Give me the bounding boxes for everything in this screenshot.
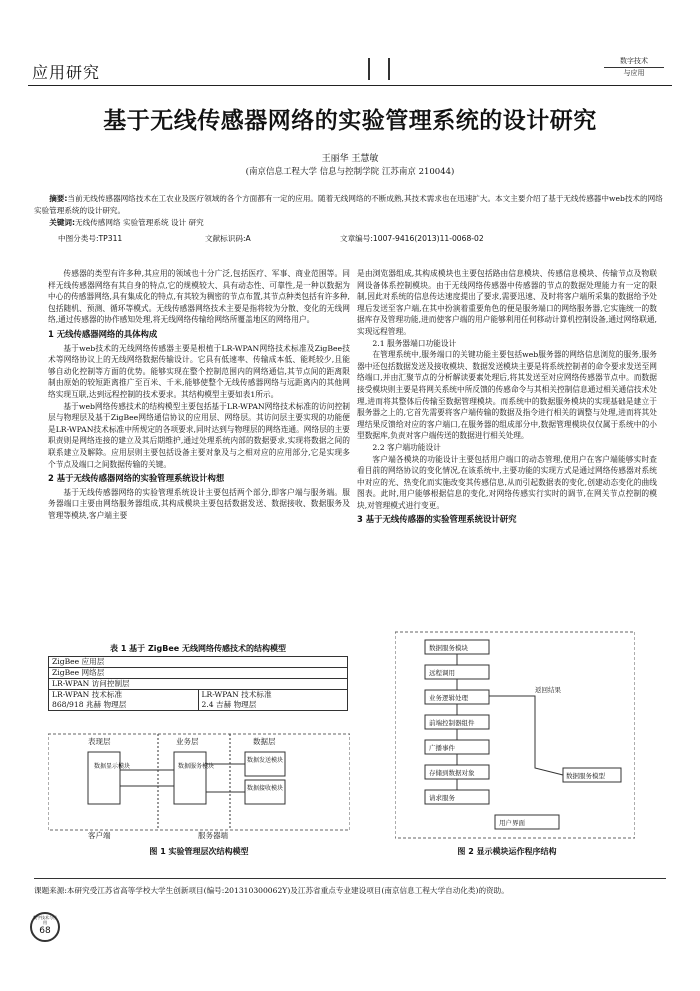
- abstract-text: [34, 193, 666, 217]
- header-divider-bars: [368, 58, 390, 80]
- footnote: 课题来源:本研究受江苏省高等学校大学生创新项目(编号:201310300062Y)及江苏省重点专业建设项目(南京信息工程大学自动化类)的资助。: [34, 878, 666, 897]
- fig1-display-box: [88, 752, 120, 804]
- fig1-label-server: 服务器端: [198, 831, 228, 840]
- logo-line2: 与应用: [623, 69, 645, 77]
- section-heading-1: 1 无线传感器网络的具体构成: [48, 328, 158, 339]
- table-cell: LR-WPAN 访问控制层: [49, 679, 348, 690]
- fig2-loop-label: 返回结果: [535, 686, 561, 694]
- article-number: 文章编号:1007-9416(2013)11-0068-02: [340, 234, 484, 243]
- table-cell: [198, 690, 348, 711]
- figure1-caption: 图 1 实验管理层次结构模型: [149, 847, 249, 856]
- cell-line: 2.4 吉赫 物理层: [201, 700, 257, 709]
- fig2-frame: [395, 632, 635, 838]
- section-heading-3: 3 基于无线传感器的实验管理系统设计研究: [357, 514, 517, 525]
- fig1-label-data: 数据层: [253, 737, 276, 746]
- table-cell: ZigBee 网络层: [49, 668, 348, 679]
- fig2-step-label: 数据服务模块: [429, 644, 468, 652]
- fig1-label-business: 业务层: [176, 737, 199, 746]
- paragraph: 传感器的类型有许多种,其应用的领域也十分广泛,包括医疗、军事、商业范围等。同样无线传感器网络有其自身的特点,它的规模较大、具有动态性、可靠性,是一种以数据为中心的传感器网络,具有集成化的特点,有其较为稠密的节点布置,其节点种类包括有许多种,包括随机、预测、循环等模式。无线传感器网络技术主要是指将较为分散、变化的无线网络,通过传感器的协作感知处理,将无线网络传输给网络所覆盖地区的网络用户。: [48, 269, 350, 325]
- paragraph: 是由浏览器组成,其构成模块也主要包括路由信息模块、传感信息模块、传输节点及物联网设备体系控制模块。由于无线网络传感器中传感器的节点的数据处理能力有一定的限制,因此对系统的信息传达速度提出了要求,需要迅速、及时将客户端所采集的数据给予处理后发送至客户端,在其中扮演着重要角色的便是服务端口的网络服务器,它实施统一的数据库存及管理功能,进而使客户端的用户能够利用任何移动计算机控制设备,通过网络联通,实现远程管理。: [357, 269, 657, 336]
- keywords: [34, 217, 666, 229]
- keywords-label: 关键词:: [49, 218, 76, 227]
- paper-title: 基于无线传感器网络的实验管理系统的设计研究: [103, 107, 597, 134]
- fig1-recv-box: [245, 780, 285, 804]
- section-title: 应用研究: [32, 63, 101, 82]
- fig2-return-line: [489, 696, 563, 775]
- journal-logo: [604, 56, 664, 82]
- fig2-step-label: 前端控制器组件: [429, 719, 475, 727]
- subheading-2-1: 2.1 服务器端口功能设计: [372, 338, 457, 348]
- paragraph: 基于web网络传感技术的结构模型主要包括基于LR-WPAN网络技术标准的访问控制层与物理层及基于ZigBee网络通信协议的应用层、网络层。其访问层主要实现的功能便是LR-WPAN技术标准中所规定的各项要求,同时达到与物理层的网络连通。网络层的主要职责则是网络连接的建立及其后期维护,通过处理系统内部的数据要求,实现将数据之间的联系建立及解除。应用层则主要包括设备主要对象及与之相对应的应用部分,它是实现多个节点及端口之间数据传输的关键。: [48, 401, 350, 469]
- page-header: [28, 56, 672, 86]
- abstract: [34, 193, 666, 229]
- clc-code: 中图分类号:TP311: [58, 234, 123, 243]
- section-heading-2: 2 基于无线传感器网络的实验管理系统设计构想: [48, 473, 225, 484]
- affiliation: (南京信息工程大学 信息与控制学院 江苏南京 210044): [245, 167, 455, 177]
- authors: 王丽华 王慧敏: [321, 154, 379, 164]
- figure2-diagram: [395, 628, 635, 840]
- fig1-display-module: 数据显示模块: [94, 763, 131, 770]
- fig1-send-module: 数据发送模块: [247, 757, 284, 764]
- paragraph: 基于无线传感器网络的实验管理系统设计主要包括两个部分,即客户端与服务端。服务器端口主要由网络服务器组成,其构成模块主要包括数据发送、数据接收、数据服务及管理等模块,客户端主要: [48, 487, 350, 520]
- cell-line: LR-WPAN 技术标准: [201, 690, 272, 699]
- table-row: [49, 657, 348, 668]
- fig2-step-label: 请求服务: [429, 794, 455, 802]
- table-row: [49, 668, 348, 679]
- subheading-2-2: 2.2 客户端功能设计: [372, 442, 441, 452]
- paragraph: 基于web技术的无线网络传感器主要是根植于LR-WPAN网络技术标准及ZigBee技术等网络协议上的无线网络数据传输设计。它具有低速率、传输成本低、能耗较少,且能够自动化控制等方面的优势。能够实现在整个控制范围内的网络通信,其节点间的距离限制由原始的较短距离推广至百米、千米,能够使整个无线传感器网络与远距离内的其他网络实现互联,达到远程控制的技术要求。其结构模型主要如表1所示。: [48, 343, 350, 399]
- figure2-caption: 图 2 显示模块运作程序结构: [457, 847, 557, 856]
- figure1-diagram: [48, 730, 350, 840]
- left-column: [48, 268, 350, 521]
- fig1-service-box: [174, 752, 206, 804]
- fig2-step-label: 业务逻辑处理: [429, 694, 468, 702]
- abstract-body: 当前无线传感器网络技术在工农业及医疗领域的各个方面都有一定的应用。随着无线网络的不断成熟,其技术需求也在迅速扩大。本文主要介绍了基于无线传感器中web技术的网络实验管理系统的设计研究。: [34, 194, 663, 215]
- table-row: [49, 679, 348, 690]
- keywords-body: 无线传感网络 实验管理系统 设计 研究: [75, 218, 204, 227]
- table-row: [49, 690, 348, 711]
- badge-arc-text: 数字技术与应用: [33, 915, 57, 925]
- fig1-label-presentation: 表现层: [88, 737, 111, 746]
- fig2-step-label: 存储到数据对象: [429, 769, 475, 777]
- cell-line: LR-WPAN 技术标准: [52, 690, 123, 699]
- cell-line: 868/918 兆赫 物理层: [52, 700, 127, 709]
- fig1-recv-module: 数据接收模块: [247, 785, 284, 792]
- fig1-send-box: [245, 752, 285, 776]
- fig2-model-label: 数据服务模型: [566, 772, 605, 780]
- right-column: [357, 268, 657, 528]
- page-number: 68: [39, 926, 51, 936]
- document-code: 文献标识码:A: [205, 234, 251, 243]
- table-cell: [49, 690, 199, 711]
- logo-line1: 数字技术: [604, 56, 664, 68]
- paragraph: 客户端各模块的功能设计主要包括用户端口的动态管理,使用户在客户端能够实时查看目前的网络协议的变化情况,在该系统中,主要功能的实现方式是通过网络传感器对系统中对应的光、热变化而实施改变其传感信息,从而引起数据表的变化,创建动态变化的曲线图表。此时,用户能够根据信息的变化,对网络传感实行实时的调节,在网关节点控制的模块,对管理模式进行变更。: [357, 454, 657, 510]
- table-cell: ZigBee 应用层: [49, 657, 348, 668]
- fig2-step-label: 广播事件: [429, 744, 455, 752]
- table1-caption: 表 1 基于 ZigBee 无线网络传感技术的结构模型: [110, 644, 286, 653]
- fig1-service-module: 数据服务模块: [178, 763, 215, 770]
- table1: [48, 656, 348, 711]
- abstract-label: 摘要:: [49, 194, 68, 203]
- fig2-step-label: 远程调用: [429, 669, 455, 677]
- page-number-badge: [30, 912, 60, 942]
- fig1-label-client: 客户端: [88, 831, 111, 840]
- fig2-step-label: 用户界面: [499, 819, 525, 827]
- paragraph: 在管理系统中,服务端口的关键功能主要包括web服务器的网络信息浏览的服务,服务器中还包括数据发送及接收模块、数据发送模块主要是将系统控制者的命令要求发送至网络端口,并由汇聚节点的分析解读要素处理后,将其发送至对应网络传感器节点中。而数据接受模块则主要是将网关系统中所反馈的传感命令与其相关控制信息通过相关通信技术处理,进而将其整体后传输至数据管理模块。而系统中的数据服务模块的实现基础是建立于服务器之上的,它首先需要将客户端传输的数据及指令进行相关的调整与处理,进而将其处理结果反馈给对应的客户端口,在服务器的组成部分中,数据管理模块仅仅属于系统中的小型数据库,负责对客户端传送的数据进行相关处理。: [357, 350, 657, 441]
